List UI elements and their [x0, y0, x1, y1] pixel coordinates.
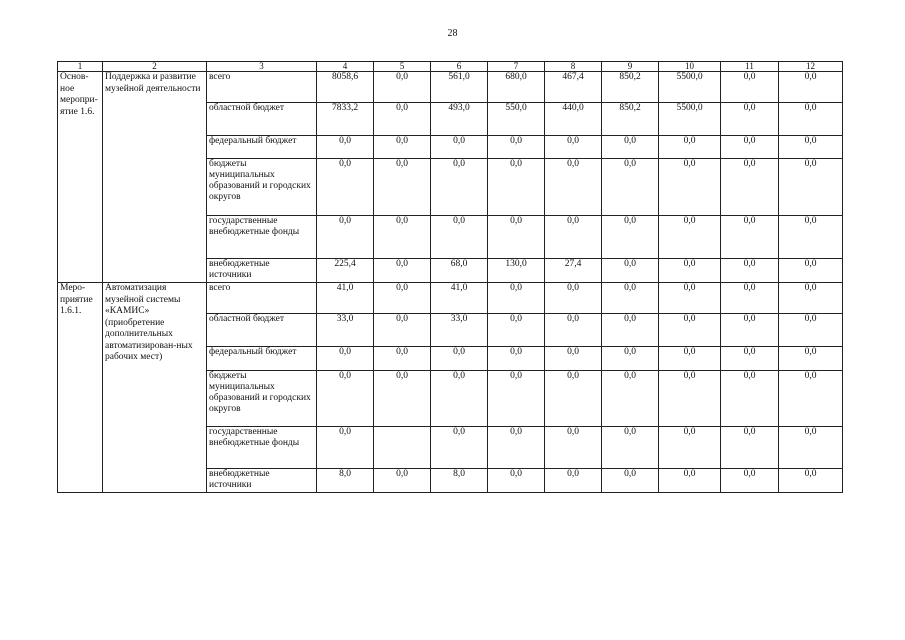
value-cell-col-4: 0,0 [317, 427, 374, 469]
value-cell-col-6: 33,0 [431, 314, 488, 347]
value-cell-col-12: 0,0 [779, 136, 843, 159]
activity-name: Поддержка и развитие музейной деятельности [103, 72, 207, 283]
value-cell-col-11: 0,0 [721, 347, 779, 371]
value-cell-col-5: 0,0 [374, 283, 431, 314]
value-cell-col-8: 0,0 [545, 371, 602, 427]
value-cell-col-4: 0,0 [317, 347, 374, 371]
value-cell-col-5: 0,0 [374, 314, 431, 347]
value-cell-col-8: 0,0 [545, 314, 602, 347]
value-cell-col-10: 0,0 [659, 283, 721, 314]
value-cell-col-12: 0,0 [779, 159, 843, 216]
value-cell-col-7: 550,0 [488, 103, 545, 136]
funding-source: государственные внебюджетные фонды [207, 427, 317, 469]
value-cell-col-4: 33,0 [317, 314, 374, 347]
value-cell-col-7: 0,0 [488, 427, 545, 469]
value-cell-col-8: 467,4 [545, 72, 602, 103]
value-cell-col-10: 0,0 [659, 216, 721, 259]
value-cell-col-6: 561,0 [431, 72, 488, 103]
funding-source: всего [207, 72, 317, 103]
funding-source: областной бюджет [207, 103, 317, 136]
value-cell-col-5 [374, 427, 431, 469]
value-cell-col-11: 0,0 [721, 103, 779, 136]
value-cell-col-12: 0,0 [779, 347, 843, 371]
column-header-7: 7 [488, 62, 545, 72]
value-cell-col-7: 0,0 [488, 216, 545, 259]
value-cell-col-8: 0,0 [545, 427, 602, 469]
activity-id: Основ-ное меропри-ятие 1.6. [58, 72, 103, 283]
value-cell-col-8: 0,0 [545, 216, 602, 259]
value-cell-col-9: 850,2 [602, 103, 659, 136]
value-cell-col-11: 0,0 [721, 469, 779, 493]
column-header-4: 4 [317, 62, 374, 72]
value-cell-col-6: 0,0 [431, 216, 488, 259]
value-cell-col-6: 41,0 [431, 283, 488, 314]
value-cell-col-11: 0,0 [721, 136, 779, 159]
value-cell-col-4: 0,0 [317, 216, 374, 259]
value-cell-col-11: 0,0 [721, 427, 779, 469]
value-cell-col-5: 0,0 [374, 371, 431, 427]
value-cell-col-12: 0,0 [779, 259, 843, 283]
value-cell-col-7: 0,0 [488, 347, 545, 371]
value-cell-col-10: 0,0 [659, 427, 721, 469]
column-header-8: 8 [545, 62, 602, 72]
value-cell-col-6: 68,0 [431, 259, 488, 283]
value-cell-col-10: 0,0 [659, 136, 721, 159]
column-header-12: 12 [779, 62, 843, 72]
value-cell-col-5: 0,0 [374, 216, 431, 259]
value-cell-col-7: 0,0 [488, 314, 545, 347]
value-cell-col-5: 0,0 [374, 103, 431, 136]
value-cell-col-4: 41,0 [317, 283, 374, 314]
value-cell-col-5: 0,0 [374, 469, 431, 493]
column-header-3: 3 [207, 62, 317, 72]
value-cell-col-10: 0,0 [659, 259, 721, 283]
value-cell-col-11: 0,0 [721, 314, 779, 347]
value-cell-col-12: 0,0 [779, 469, 843, 493]
value-cell-col-8: 0,0 [545, 159, 602, 216]
value-cell-col-12: 0,0 [779, 72, 843, 103]
table-row [58, 72, 843, 103]
value-cell-col-7: 0,0 [488, 469, 545, 493]
value-cell-col-8: 440,0 [545, 103, 602, 136]
value-cell-col-7: 0,0 [488, 371, 545, 427]
value-cell-col-8: 0,0 [545, 283, 602, 314]
column-header-6: 6 [431, 62, 488, 72]
value-cell-col-8: 0,0 [545, 347, 602, 371]
value-cell-col-10: 0,0 [659, 347, 721, 371]
value-cell-col-5: 0,0 [374, 259, 431, 283]
funding-source: всего [207, 283, 317, 314]
value-cell-col-9: 0,0 [602, 469, 659, 493]
value-cell-col-7: 0,0 [488, 136, 545, 159]
funding-source: федеральный бюджет [207, 347, 317, 371]
value-cell-col-4: 0,0 [317, 159, 374, 216]
value-cell-col-9: 0,0 [602, 314, 659, 347]
column-header-1: 1 [58, 62, 103, 72]
value-cell-col-11: 0,0 [721, 72, 779, 103]
funding-source: бюджеты муниципальных образований и городских округов [207, 371, 317, 427]
value-cell-col-5: 0,0 [374, 347, 431, 371]
budget-table [57, 61, 843, 493]
value-cell-col-4: 225,4 [317, 259, 374, 283]
value-cell-col-9: 0,0 [602, 216, 659, 259]
value-cell-col-9: 0,0 [602, 371, 659, 427]
table-row [58, 283, 843, 314]
value-cell-col-12: 0,0 [779, 103, 843, 136]
value-cell-col-7: 0,0 [488, 283, 545, 314]
value-cell-col-12: 0,0 [779, 283, 843, 314]
value-cell-col-11: 0,0 [721, 371, 779, 427]
value-cell-col-6: 8,0 [431, 469, 488, 493]
value-cell-col-5: 0,0 [374, 136, 431, 159]
column-header-5: 5 [374, 62, 431, 72]
value-cell-col-8: 0,0 [545, 136, 602, 159]
value-cell-col-12: 0,0 [779, 314, 843, 347]
value-cell-col-6: 0,0 [431, 371, 488, 427]
value-cell-col-6: 0,0 [431, 136, 488, 159]
value-cell-col-7: 0,0 [488, 159, 545, 216]
value-cell-col-4: 0,0 [317, 371, 374, 427]
funding-source: областной бюджет [207, 314, 317, 347]
value-cell-col-10: 0,0 [659, 371, 721, 427]
value-cell-col-4: 8058,6 [317, 72, 374, 103]
value-cell-col-9: 0,0 [602, 347, 659, 371]
value-cell-col-9: 0,0 [602, 136, 659, 159]
header-row [58, 62, 843, 72]
value-cell-col-10: 0,0 [659, 159, 721, 216]
column-header-11: 11 [721, 62, 779, 72]
funding-source: внебюджетные источники [207, 469, 317, 493]
value-cell-col-9: 0,0 [602, 427, 659, 469]
value-cell-col-10: 5500,0 [659, 103, 721, 136]
value-cell-col-11: 0,0 [721, 216, 779, 259]
value-cell-col-4: 0,0 [317, 136, 374, 159]
funding-source: внебюджетные источники [207, 259, 317, 283]
value-cell-col-10: 0,0 [659, 469, 721, 493]
activity-name: Автоматизация музейной системы «КАМИС» (приобретение дополнительных автоматизирован-ных рабочих мест) [103, 283, 207, 493]
value-cell-col-11: 0,0 [721, 259, 779, 283]
value-cell-col-11: 0,0 [721, 283, 779, 314]
column-header-2: 2 [103, 62, 207, 72]
value-cell-col-11: 0,0 [721, 159, 779, 216]
value-cell-col-9: 850,2 [602, 72, 659, 103]
value-cell-col-12: 0,0 [779, 371, 843, 427]
activity-id: Меро-приятие 1.6.1. [58, 283, 103, 493]
page-number: 28 [447, 28, 458, 39]
value-cell-col-4: 7833,2 [317, 103, 374, 136]
value-cell-col-9: 0,0 [602, 159, 659, 216]
value-cell-col-8: 27,4 [545, 259, 602, 283]
value-cell-col-6: 0,0 [431, 427, 488, 469]
value-cell-col-8: 0,0 [545, 469, 602, 493]
value-cell-col-5: 0,0 [374, 72, 431, 103]
value-cell-col-6: 493,0 [431, 103, 488, 136]
column-header-10: 10 [659, 62, 721, 72]
value-cell-col-6: 0,0 [431, 347, 488, 371]
value-cell-col-12: 0,0 [779, 427, 843, 469]
value-cell-col-5: 0,0 [374, 159, 431, 216]
table-header [58, 62, 843, 72]
value-cell-col-10: 5500,0 [659, 72, 721, 103]
value-cell-col-9: 0,0 [602, 283, 659, 314]
column-header-9: 9 [602, 62, 659, 72]
value-cell-col-6: 0,0 [431, 159, 488, 216]
funding-source: федеральный бюджет [207, 136, 317, 159]
value-cell-col-7: 130,0 [488, 259, 545, 283]
value-cell-col-9: 0,0 [602, 259, 659, 283]
value-cell-col-12: 0,0 [779, 216, 843, 259]
value-cell-col-7: 680,0 [488, 72, 545, 103]
value-cell-col-4: 8,0 [317, 469, 374, 493]
table-body [58, 72, 843, 493]
value-cell-col-10: 0,0 [659, 314, 721, 347]
funding-source: бюджеты муниципальных образований и городских округов [207, 159, 317, 216]
funding-source: государственные внебюджетные фонды [207, 216, 317, 259]
